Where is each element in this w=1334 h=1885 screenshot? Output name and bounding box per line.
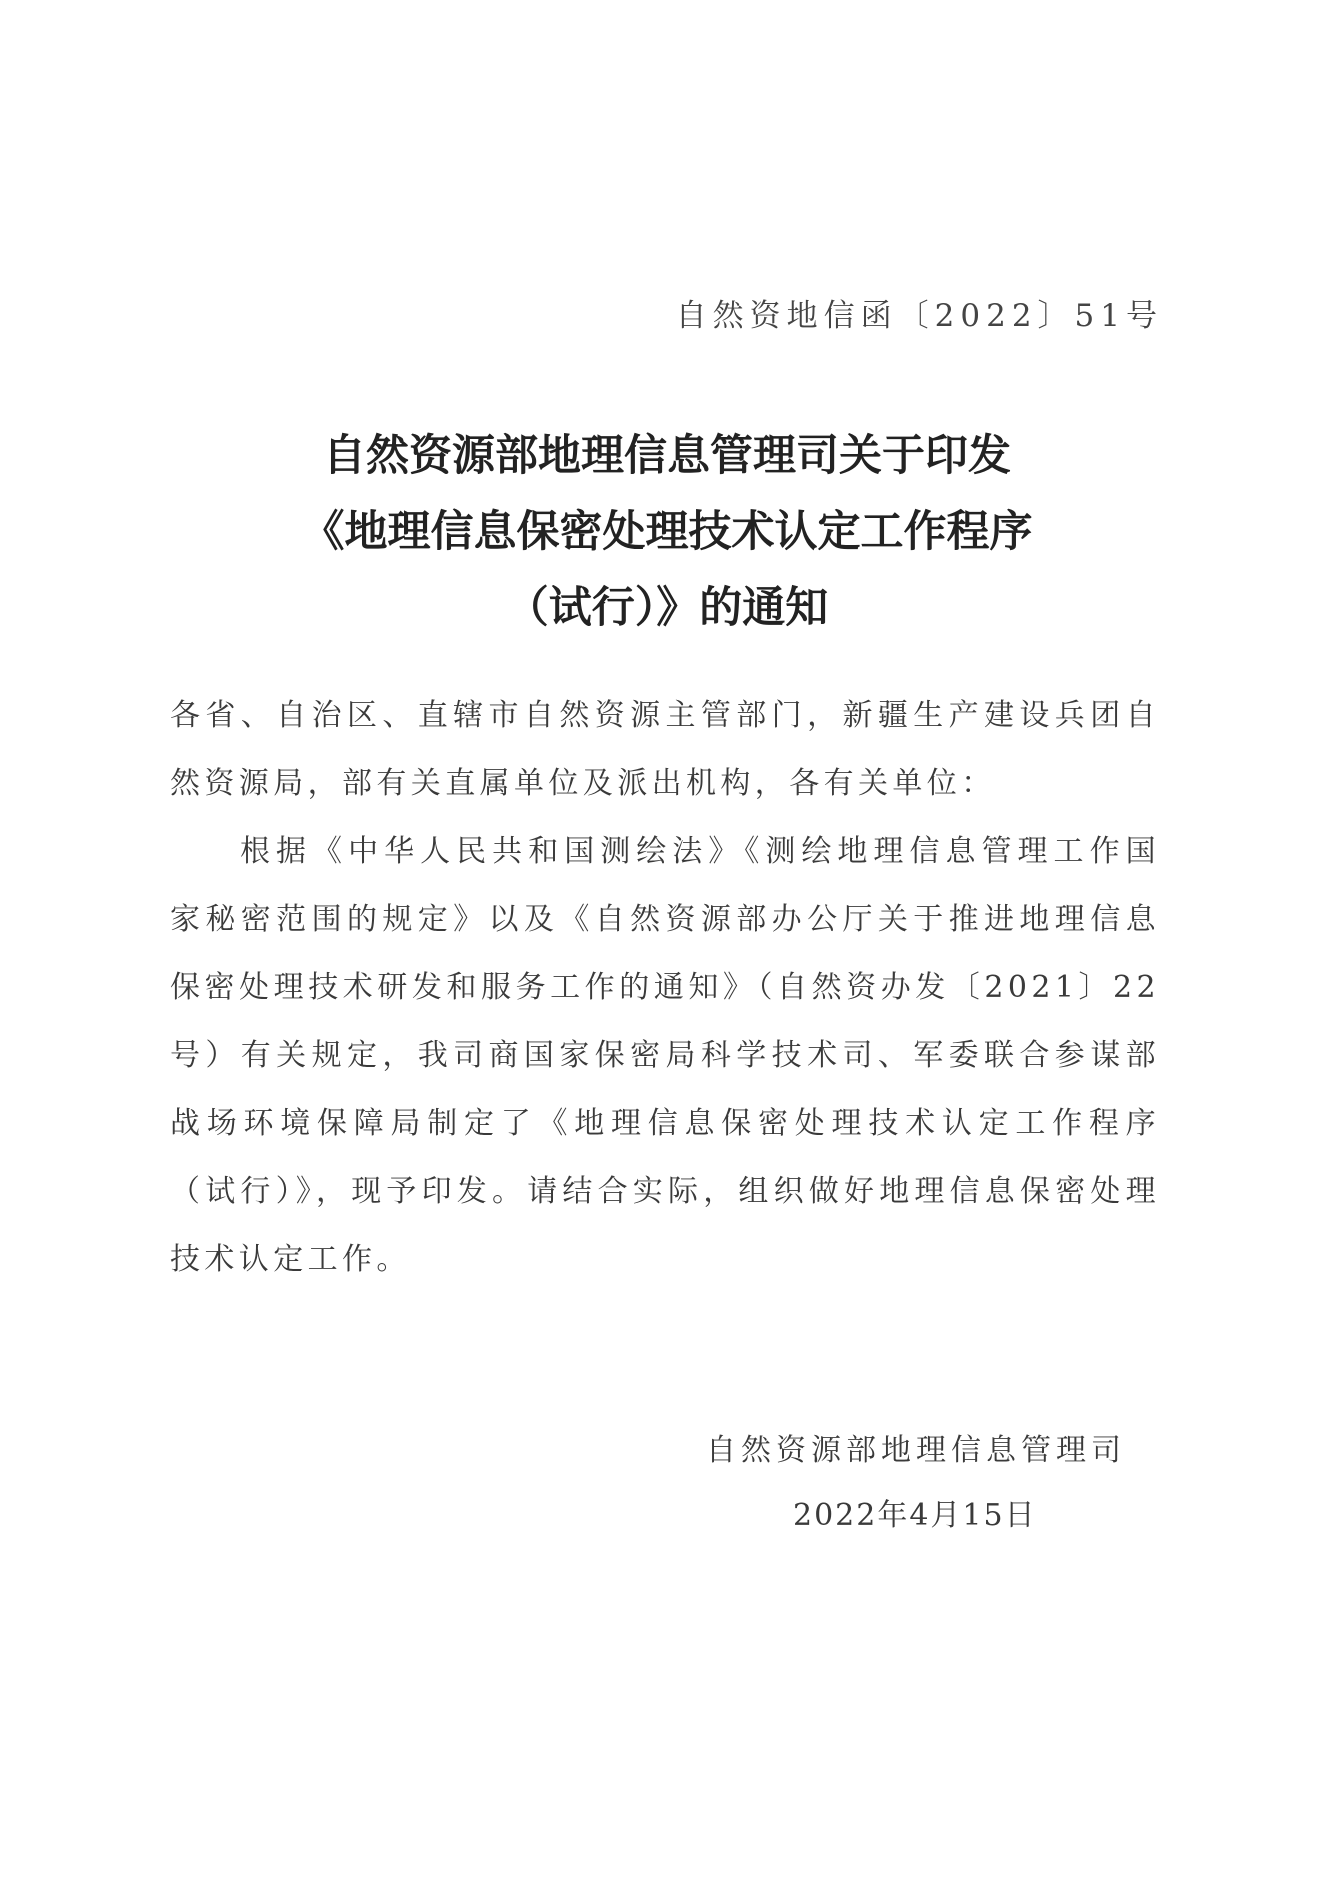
body-line-paragraph-7: 技术认定工作。 <box>170 1242 411 1277</box>
body-line-addressee-2: 然资源局，部有关直属单位及派出机构，各有关单位： <box>170 766 996 801</box>
body-line-paragraph-1: 根据《中华人民共和国测绘法》《测绘地理信息管理工作国 <box>240 834 1160 869</box>
document-body <box>170 682 1160 1294</box>
body-line-paragraph-2: 家秘密范围的规定》以及《自然资源部办公厅关于推进地理信息 <box>170 902 1160 937</box>
title-line-3: （试行）》的通知 <box>505 583 829 633</box>
signer-organization: 自然资源部地理信息管理司 <box>706 1433 1126 1468</box>
document-number: 自然资地信函〔2022〕51号 <box>675 298 1163 334</box>
body-line-paragraph-4: 号）有关规定，我司商国家保密局科学技术司、军委联合参谋部 <box>170 1038 1160 1073</box>
body-line-paragraph-6: （试行）》，现予印发。请结合实际，组织做好地理信息保密处理 <box>170 1174 1160 1209</box>
body-line-paragraph-5: 战场环境保障局制定了《地理信息保密处理技术认定工作程序 <box>170 1106 1160 1141</box>
body-line-addressee-1: 各省、自治区、直辖市自然资源主管部门，新疆生产建设兵团自 <box>170 698 1160 733</box>
issue-date: 2022年4月15日 <box>793 1498 1037 1533</box>
title-line-1: 自然资源部地理信息管理司关于印发 <box>323 431 1011 481</box>
body-line-paragraph-3: 保密处理技术研发和服务工作的通知》（自然资办发〔2021〕22 <box>170 970 1160 1005</box>
document-title <box>0 418 1334 646</box>
title-line-2: 《地理信息保密处理技术认定工作程序 <box>301 507 1033 557</box>
